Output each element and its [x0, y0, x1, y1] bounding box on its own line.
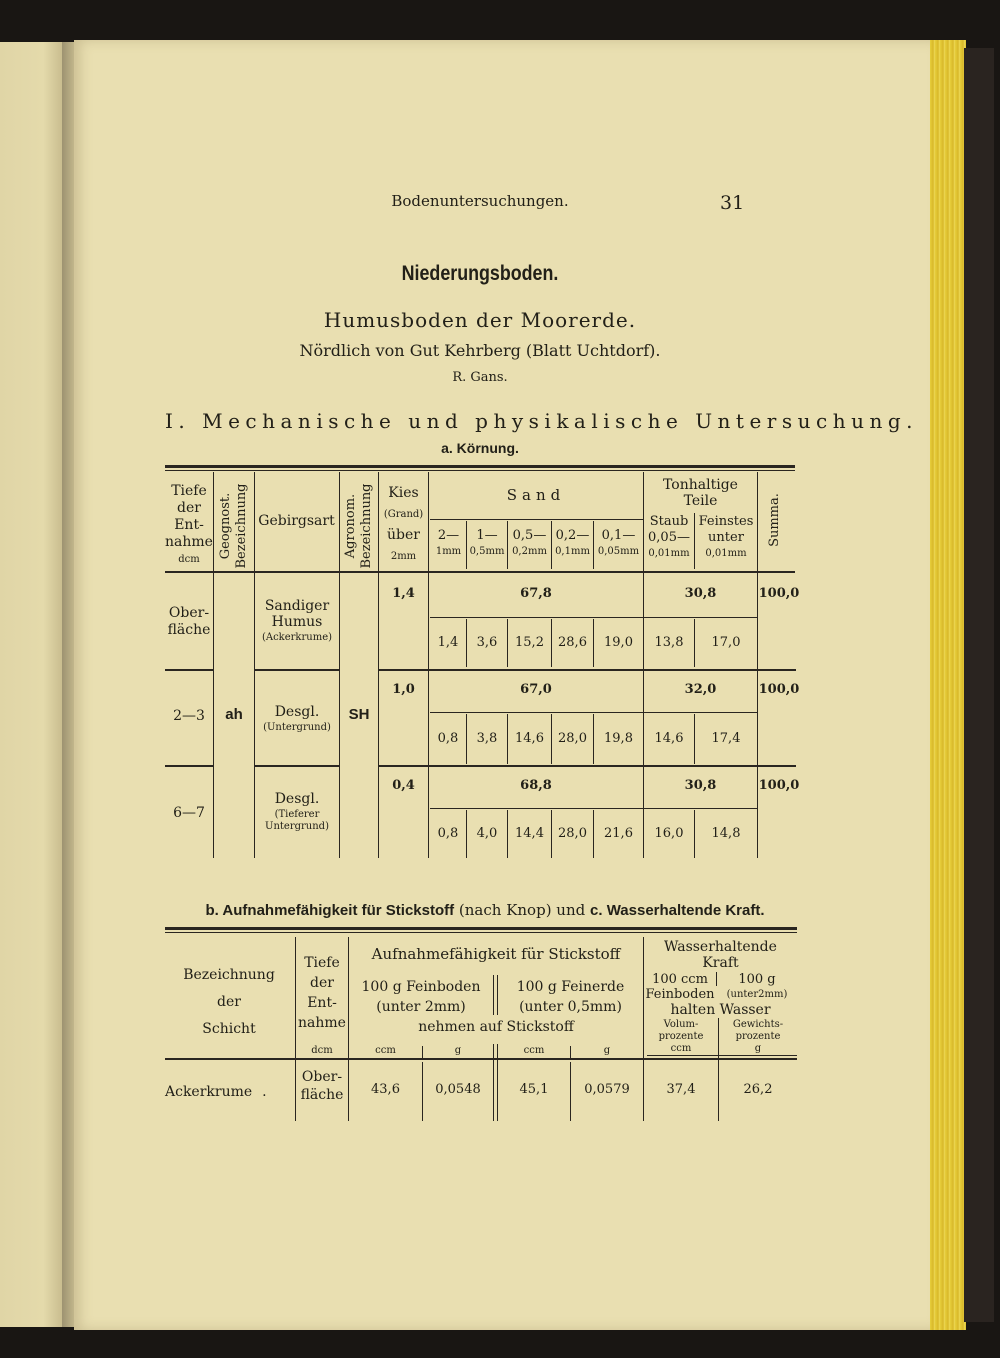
row3-ton-total: 30,8	[684, 778, 717, 793]
row3-sand-2: 4,0	[476, 826, 498, 841]
geognost-value: ah	[225, 706, 243, 723]
header-sand-col-5: 0,1— 0,05mm	[597, 528, 640, 557]
row1-ton-2: 17,0	[711, 635, 741, 650]
row3-summa: 100,0	[758, 778, 800, 793]
header-sand-col-3: 0,5— 0,2mm	[512, 528, 547, 557]
header-tiefe: Tiefe der Ent- nahme	[165, 483, 213, 550]
row3-gebirgsart: Desgl. (Tieferer Untergrund)	[265, 791, 329, 832]
t2-unit-2: g	[454, 1045, 462, 1056]
t2-header-feinboden: 100 g Feinboden (unter 2mm)	[361, 979, 481, 1015]
row3-sand-5: 21,6	[604, 826, 633, 841]
row2-ton-1: 14,6	[654, 731, 684, 746]
t2-value-3: 45,1	[519, 1082, 549, 1097]
section-b-knop: (nach Knop) und	[458, 901, 586, 919]
t2-header-nehmen: nehmen auf Stickstoff	[418, 1019, 574, 1035]
row3-kies: 0,4	[392, 778, 415, 793]
t2-value-1: 43,6	[371, 1082, 400, 1097]
header-sand-col-1: 2— 1mm	[435, 528, 462, 557]
header-sand-col-2: 1— 0,5mm	[469, 528, 505, 557]
row2-sand-5: 19,8	[604, 731, 633, 746]
row2-gebirgsart: Desgl. (Untergrund)	[263, 704, 331, 733]
t2-header-aufnahme: Aufnahmefähigkeit für Stickstoff	[371, 945, 621, 963]
row3-tiefe: 6—7	[173, 805, 205, 821]
t2-header-gewicht: Gewichts- prozente g	[732, 1019, 784, 1054]
section-heading-1: I. Mechanische und physikalische Untersuchung.	[165, 409, 919, 433]
row1-gebirgsart: Sandiger Humus (Ackerkrume)	[261, 598, 333, 643]
section-c-label: c. Wasserhaltende Kraft.	[590, 902, 765, 919]
location: Nördlich von Gut Kehrberg (Blatt Uchtdorf).	[299, 341, 661, 360]
t2-header-tiefe: Tiefe der Ent- nahme	[298, 955, 346, 1031]
row3-sand-3: 14,4	[515, 826, 544, 841]
t2-value-2: 0,0548	[435, 1082, 481, 1097]
row1-sand-4: 28,6	[558, 635, 587, 650]
t2-unit-4: g	[603, 1045, 611, 1056]
row2-ton-total: 32,0	[684, 682, 717, 697]
row2-sand-2: 3,8	[476, 731, 498, 746]
row1-tiefe: Ober- fläche	[167, 605, 211, 638]
header-agronom: Agronom. Bezeichnung	[343, 483, 374, 569]
row1-sand-5: 19,0	[604, 635, 633, 650]
page-title: Niederungsboden.	[401, 262, 559, 285]
section-heading-b	[165, 901, 805, 919]
row2-sand-4: 28,0	[558, 731, 587, 746]
agronom-value: SH	[348, 706, 370, 723]
header-summa: Summa.	[767, 493, 782, 547]
t2-header-tiefe-unit: dcm	[311, 1045, 333, 1056]
t2-value-4: 0,0579	[584, 1082, 630, 1097]
row3-ton-2: 14,8	[711, 826, 741, 841]
subtitle: Humusboden der Moorerde.	[323, 308, 637, 332]
header-geognost: Geognost. Bezeichnung	[218, 483, 249, 569]
t2-header-volum: Volum- prozente ccm	[658, 1019, 704, 1054]
book-cover	[964, 48, 994, 1322]
section-b-label: b. Aufnahmefähigkeit für Stickstoff	[205, 902, 455, 919]
author: R. Gans.	[452, 370, 508, 385]
row3-sand-4: 28,0	[558, 826, 587, 841]
header-tonhaltige: Tonhaltige Teile	[663, 477, 738, 509]
row1-ton-1: 13,8	[654, 635, 684, 650]
t2-value-5: 37,4	[666, 1082, 696, 1097]
t2-unit-3: ccm	[523, 1045, 545, 1056]
row1-sand-1: 1,4	[437, 635, 459, 650]
running-head: Bodenuntersuchungen.	[391, 192, 569, 210]
left-page-edge	[0, 42, 62, 1327]
row2-tiefe: 2—3	[173, 708, 205, 724]
header-kies: Kies (Grand) über 2mm	[383, 485, 424, 562]
t2-header-bezeichnung: Bezeichnung der Schicht	[183, 967, 275, 1037]
t2-unit-1: ccm	[375, 1045, 396, 1056]
header-tiefe-unit: dcm	[178, 554, 200, 565]
row2-summa: 100,0	[758, 682, 800, 697]
row1-sand-2: 3,6	[476, 635, 498, 650]
row2-kies: 1,0	[392, 682, 415, 697]
t2-row-tiefe: Ober- fläche	[300, 1069, 344, 1103]
t2-header-wasser: Wasserhaltende Kraft	[664, 939, 777, 971]
header-gebirgsart: Gebirgsart	[258, 513, 335, 529]
row2-sand-1: 0,8	[437, 731, 459, 746]
row3-sand-total: 68,8	[520, 778, 552, 793]
row3-sand-1: 0,8	[437, 826, 459, 841]
row3-ton-1: 16,0	[654, 826, 684, 841]
row1-ton-total: 30,8	[684, 586, 717, 601]
row1-summa: 100,0	[758, 586, 800, 601]
t2-header-wasser-sub2: 100 g (unter2mm)	[726, 972, 788, 1000]
header-feinstes: Feinstes unter 0,01mm	[698, 514, 754, 559]
row2-ton-2: 17,4	[711, 731, 741, 746]
section-heading-1a: a. Körnung.	[441, 440, 519, 456]
header-sand-col-4: 0,2— 0,1mm	[555, 528, 590, 557]
t2-header-wasser-sub1: 100 ccm Feinboden	[645, 972, 715, 1002]
t2-header-halten: halten Wasser	[670, 1002, 771, 1018]
row2-sand-total: 67,0	[520, 682, 552, 697]
header-sand: Sand	[506, 486, 566, 504]
page-number: 31	[720, 192, 745, 214]
row1-sand-total: 67,8	[520, 586, 552, 601]
header-staub: Staub 0,05— 0,01mm	[648, 514, 690, 559]
t2-value-6: 26,2	[743, 1082, 773, 1097]
row1-kies: 1,4	[392, 586, 415, 601]
row2-sand-3: 14,6	[515, 731, 544, 746]
t2-row-name: Ackerkrume .	[165, 1084, 267, 1100]
t2-header-feinerde: 100 g Feinerde (unter 0,5mm)	[516, 979, 625, 1015]
page-edges	[930, 40, 966, 1330]
row1-sand-3: 15,2	[515, 635, 544, 650]
